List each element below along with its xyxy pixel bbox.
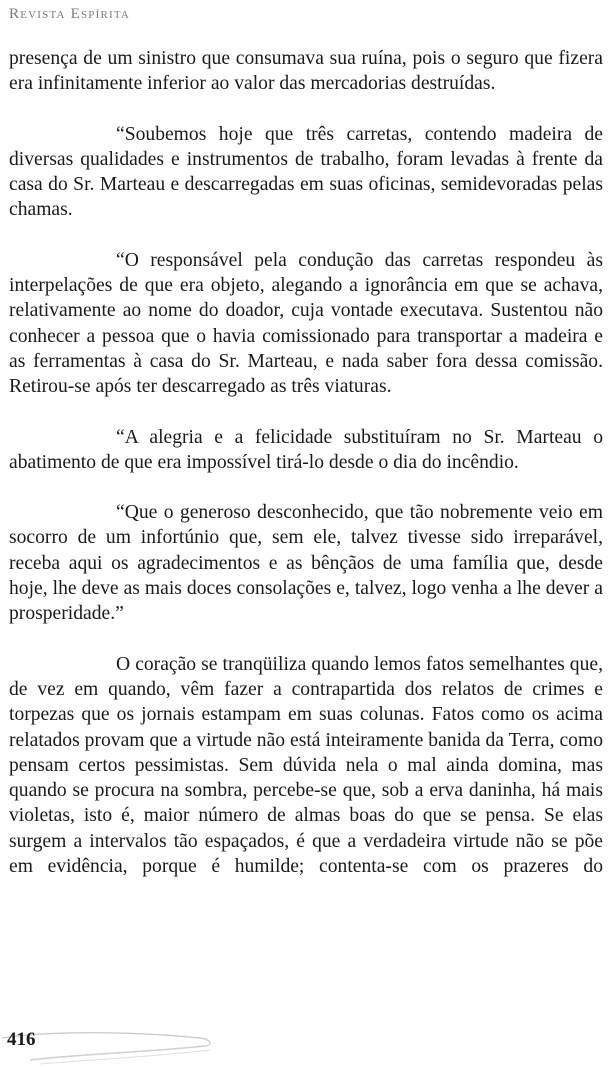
- running-header: Revista Espírita: [9, 6, 131, 22]
- paragraph-1: presença de um sinistro que consumava sua ruína, pois o seguro que fizera era infinitamente inferior ao valor das mercadorias destruídas.: [9, 48, 603, 95]
- page-number: 416: [7, 1029, 36, 1050]
- paragraph-3: “O responsável pela condução das carretas respondeu às interpelações de que era objeto, alegando a ignorância em que se achava, relativamente ao nome do doador, cuja vontade executava. Sustentou não conhecer a pessoa que o havia comissionado para transportar a madeira e as ferramentas à casa do Sr. Marteau, e nada saber fora dessa comissão. Retirou-se após ter descarregado as três viaturas.: [9, 249, 603, 398]
- body-text: [9, 46, 603, 879]
- paragraph-4: “A alegria e a felicidade substituíram no Sr. Marteau o abatimento de que era impossível tirá-lo desde o dia do incêndio.: [9, 426, 603, 473]
- paragraph-5: “Que o generoso desconhecido, que tão nobremente veio em socorro de um infortúnio que, sem ele, talvez tivesse sido irreparável, receba aqui os agradecimentos e as bênçãos de uma família que, desde hoje, lhe deve as mais doces consolações e, talvez, logo venha a lhe dever a prosperidade.”: [9, 502, 603, 625]
- paragraph-2: “Soubemos hoje que três carretas, contendo madeira de diversas qualidades e instrumentos de trabalho, foram levadas à frente da casa do Sr. Marteau e descarregadas em suas oficinas, semidevoradas pelas chamas.: [9, 123, 603, 221]
- paragraph-6: O coração se tranqüiliza quando lemos fatos semelhantes que, de vez em quando, vêm fazer a contrapartida dos relatos de crimes e torpezas que os jornais estampam em suas colunas. Fatos como os acima relatados provam que a virtude não está inteiramente banida da Terra, como pensam certos pessimistas. Sem dúvida nela o mal ainda domina, mas quando se procura na sombra, percebe-se que, sob a erva daninha, há mais violetas, isto é, maior número de almas boas do que se pensa. Se elas surgem a intervalos tão espaçados, é que a verdadeira virtude não se põe em evidência, porque é humilde; contenta-se com os prazeres do: [9, 653, 603, 878]
- decorative-flourish: [0, 1024, 240, 1068]
